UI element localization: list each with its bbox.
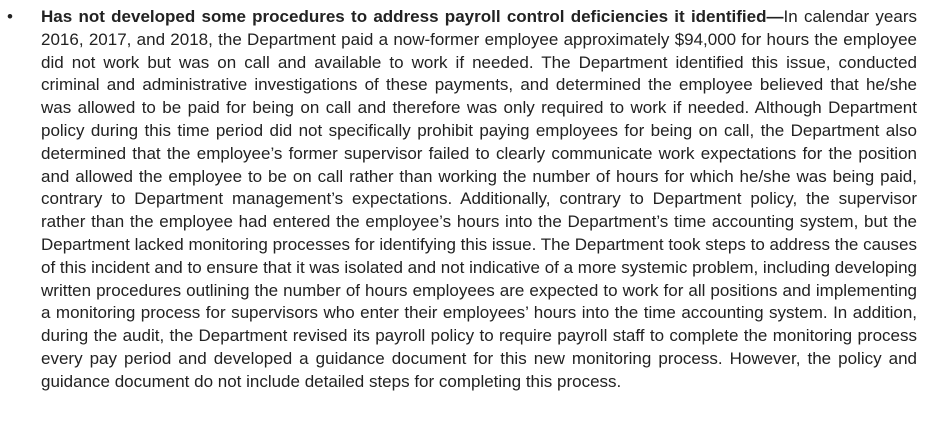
finding-body: In calendar years 2016, 2017, and 2018, the Department paid a now-former employee approximately $94,000 for hours the employee did not work but was on call and available to work if needed. The Department identified this issue, conducted criminal and administrative investigations of these payments, and determined the employee believed that he/she was allowed to be paid for being on call and therefore was only required to work if needed. Although Department policy during this time period did not specifically prohibit paying employees for being on call, the Department also determined that the employee’s former supervisor failed to clearly communicate work expectations for the position and allowed the employee to be on call rather than working the number of hours for which he/she was being paid, contrary to Department management’s expectations. Additionally, contrary to Department policy, the supervisor rather than the employee had entered the employee’s hours into the Department’s time accounting system, but the Department lacked monitoring processes for identifying this issue. The Department took steps to address the causes of this incident and to ensure that it was isolated and not indicative of a more systemic problem, including developing written procedures outlining the number of hours employees are expected to work for all positions and implementing a monitoring process for supervisors who enter their employees’ hours into the time accounting system. In addition, during the audit, the Department revised its payroll policy to require payroll staff to complete the monitoring process every pay period and developed a guidance document for this new monitoring process. However, the policy and guidance document do not include detailed steps for completing this process. (41, 7, 917, 391)
finding-heading: Has not developed some procedures to address payroll control deficiencies it identified— (41, 7, 784, 26)
bullet-marker: • (7, 7, 13, 26)
finding-paragraph (41, 6, 917, 394)
